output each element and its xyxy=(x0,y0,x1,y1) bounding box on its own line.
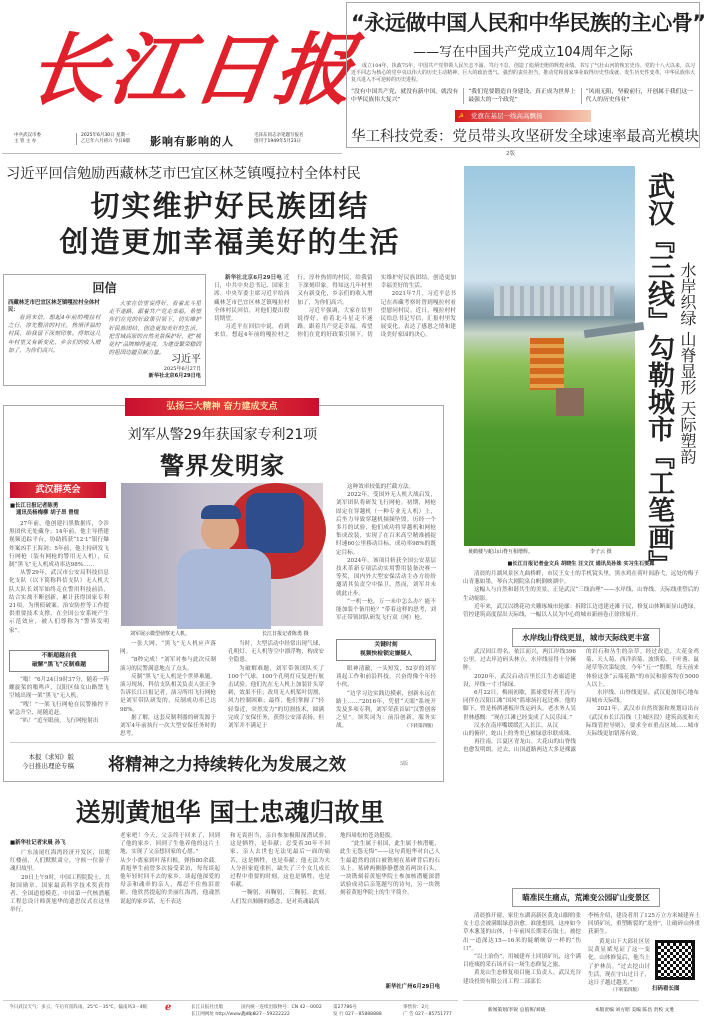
party-emblem-icon: ☭ xyxy=(458,112,464,120)
subheading: 水岸线山脊线更显，城市天际线更丰富 xyxy=(512,628,660,647)
logo-icon: ℯ xyxy=(165,1002,172,1013)
byline: ■长江日报记者金文兵 胡晓生 汪文汉 通讯员孙姝 实习生石雯露 xyxy=(507,561,655,567)
quote: “风雨无阻，坚毅前行，开创属于我们这一代人的历史伟业” xyxy=(585,89,693,103)
masthead-reg: 毛泽东同志亲笔题写报名 创刊于1949年5月23日 xyxy=(254,133,304,144)
wuhan-sub2-body3: 黄龙山下大邱社区居民黄显斌见证了这一变化。山体修复后，他当上了护林员。“过去挖山讨生活，现在守山过日子，这日子越过越美。” xyxy=(588,939,650,987)
footer: 今日武汉天气：多云，午后有雷阵雨，25℃－35℃，偏南风3－4级 ℯ 长江日报社出版 长江网网址 http://www.cjn.cn 国内统一连续出版物号：CN 42－0002 热 线 027－59222222 第27786号 发 行 027－85888888 零售价：2元 广 告 027－85751777 xyxy=(3,1000,458,1004)
continued: （下转第四版） xyxy=(404,724,436,729)
quote: “我们党要锻造自身建设，真正成为世界上最强大的一个政党” xyxy=(468,88,581,104)
letter-date: 2025年6月27日 xyxy=(163,366,201,372)
photo-credit: 长江日报记者陈勇 摄 xyxy=(262,631,309,637)
dateline: 新华社广州6月29日电 xyxy=(385,984,440,990)
feature-lead: 成立104年，执政75年，中国共产党带领人民矢志不渝、笃行不怠，创造了彪炳史册的辉煌业绩，书写了气壮山河的恢宏史诗。党的十八大以来，以习近平同志为核心的党中央以伟大的历史主动精神、巨大的政治勇气、强烈的责任担当，推动党和国家事业取得历史性成就、发生历史性变革，中华民族伟大复兴进入不可逆转的历史进程。 xyxy=(351,63,695,83)
masthead-org: 中共武汉市委 主 管 主 办 xyxy=(14,133,41,144)
letter-signature: 习近平 xyxy=(171,354,201,365)
police-col1: 27年前，他创建扫黑数据库，令涉黑团伙无处藏身；14年前，他主导搭建视频追踪平台，协助抓获“12·1”银行爆炸案凶手王海剑；5年前，他主持研发飞行网枪（装有网枪的警用无人机），反制“黑飞”无人机成功率达98%…… 从警29年，武汉市公安局科技信息化支队（以下简称科信支队）无人机大队大队长刘军始终走在警用科技前沿，结合实战不断创新，累计获得国家专利21项，为刑侦破案、治安防控等工作提供重要技术支撑，在全国公安系统产生示范效应，被人们尊称为“警界发明家”。 不断超越自我 破解“黑飞”反制难题 “嗡！”6月24日9时37分，随着一阵螺旋桨的嗡鸣声，汉阳区仙女山路禁飞空域出现一架“黑飞”无人机。 “嗖！”一架飞行网枪在民警操控下紧急升空，尾随追赶。 “叭！”追至眼前，飞行网枪射出 xyxy=(9,521,109,725)
weather: 今日武汉天气：多云，午后有雷阵雨，25℃－35℃，偏南风3－4级 xyxy=(9,1005,148,1010)
subheading: 瞄准民生痛点，荒滩变公园矿山变景区 xyxy=(512,888,660,907)
letter-box xyxy=(3,274,206,386)
lead-body: 新华社北京6月29日电 近日，中共中央总书记、国家主席、中央军委主席习近平给西藏林芝市巴宜区林芝镇嘎拉村全体村民回信，对他们提出殷切期望。 习近平在回信中说，看到来信，想起4年前的嘎拉村之行，淳朴热情的村民，给我留下深刻印象。得知这几年村里又有新变化，乡亲们的收入增加了，为你们高兴。 习近平强调，大家在信里说得好，看着北斗星走不迷路，跟着共产党走幸福。希望你们在党的好政策引领下，切实维护好民族团结，创造更加幸福美好的生活。 2021年7月，习近平总书记在西藏考察时曾到嘎拉村看望慰问村民。近日，嘎拉村村民给总书记写信，汇报村里发展变化，表达了感恩之情和建设美好家园的决心。 xyxy=(214,275,456,339)
photo-caption: 黄鹤楼与蛇山山脊互相增辉。 xyxy=(468,549,534,555)
letter-title: 回信 xyxy=(92,281,117,295)
page-ref: 5版 xyxy=(400,761,409,767)
huang-headline: 送别黄旭华 国士忠魂归故里 xyxy=(75,798,385,827)
wuhan-sub2-body: 清晨推开窗，家住东湖高新区黄龙山脚的张女士总会被满眼绿意治愈。谁能想到，这座如今草木葱茏的山体，十年前因长期采石取土，被挖出一道深达15—16米的陡峭峡谷一样的“伤口”。 “以土治伤”，用城建弃土回填矿坑，这个满目疮痍的采石场开启一场生态修复之旅。 黄龙山生态修复项目施工负责人、武汉光谷建设投资有限公司工程二部部长 xyxy=(463,913,581,985)
police-col3: 当时，大型活动中经常出现气球、孔明灯、无人机等空中漂浮物，构成安全隐患。 为破解难题，刘军带领团队买了100个气球、100个孔明灯反复进行航击试验。他们先在无人机上加装针头穿刺，效果不佳；改用无人机桨叶切割，风力控制困难；最终，他们掌握了“轻轻靠近，突然发力”的切割技术，圆满完成了安保任务，获得公安部表扬。但刘军并不满足于 xyxy=(228,641,324,730)
huang-col1: ■新华社记者宋晨 孙飞 广东汕尾红海湾经济开发区，田墘红楼前，人们默默肃立，守候一位游子魂归故里。 29日上午9时，中国工程院院士、共和国勋章、国家最高科学技术奖获得者、全国道德模范、中国第一代核潜艇工程总设计师黄旭华的遗思仪式在这里举行。 xyxy=(10,840,110,914)
page-ref: 2版 xyxy=(503,149,518,157)
police-photo xyxy=(121,483,323,626)
qr-label: 扫码看长图 xyxy=(652,986,680,992)
top-feature xyxy=(346,2,706,148)
party-banner: ☭ 党旗在基层一线高高飘扬 xyxy=(455,110,591,122)
wuhan-photo xyxy=(464,166,635,546)
wuhan-headline: 武汉『三线』勾勒城市『工笔画』 xyxy=(643,172,674,577)
wuhan-sub2-body2: 李杨介绍，建设者用了125万立方米城建弃土回填矿坑，重塑断裂的“龙骨”，让破碎山体重获新生。 xyxy=(588,913,701,936)
column-label: 武汉群英会 xyxy=(10,482,106,498)
section-banner: 弘扬三大精神 奋力建成支点 xyxy=(125,398,319,416)
editors: 新闻策划/李锐 总值班/刘晓 本版责编 刘方昭 美编 陈昌 责校 文胜 xyxy=(463,1000,699,1013)
byline: ■长江日报记者陈勇 通讯员杨梅柳 胡子昂 曾煜 xyxy=(10,503,80,516)
subheading: 不断超越自我 破解“黑飞”反制难题 xyxy=(9,650,109,672)
divider xyxy=(2,153,342,154)
huang-col4: 地四周松柏苍劲挺拔。 “此生属于祖国，此生属于核潜艇，此生无怨无悔”——这句黄旭华对自己人生最超然的剖白被镌刻在墓碑背后的石头上。墓碑两侧静静摆放着两块石头，一块镌刻着黄旭华院士参加核潜艇深潜试验成功后亲笔题写的诗句，另一块镌刻着黄旭华院士的生平简介。 新华社广州6月29日电 xyxy=(340,833,440,990)
police-col2: 一张大网，“黑飞”无人机应声落网。 “8秒完成！”刘军对参与此次反制演习的民警满意地点了点头。 反制“黑飞”无人机是个世界难题。演习现场，科信支队相关负责人张正争告诉长江日报记者，演习所用飞行网枪是刘军带队研发的，反制成功率已达98%。 据了解，这套反制利器的研发源于刘军4年前执行一次大型安保任务时的思考。 xyxy=(120,641,216,738)
letter-salutation: 西藏林芝市巴宜区林芝镇嘎拉村全体村民： xyxy=(8,300,100,313)
police-headline: 警界发明家 xyxy=(160,452,285,480)
divider xyxy=(10,742,436,743)
continued: （下转第四版） xyxy=(610,988,642,993)
wuhan-lead: 清晨的月湖风景区九曲桥畔，市民王女士的手机镜头里，黑水鸡在荷叶间游弋，远处的梅子山青葱如墨，琴台大剧院泉白帆倒映湖中。 这幅人与自然和谐共生的美景，正是武汉“三线治理”——水岸线、山脊线、天际线重塑后的生动缩影。 近年来，武汉以绣花功夫雕琢城市轮廓：拆除江边违建还滩于民，修复山体断面显山透绿，管控建筑高度留出天际线，一幅以人民为中心的城市新画卷正徐徐展开。 xyxy=(463,571,699,619)
letter-source: 新华社北京6月29日电 xyxy=(148,373,201,379)
byline: ■新华社记者宋晨 孙飞 xyxy=(10,840,66,846)
feature-quotes xyxy=(351,88,695,104)
feature-subtitle: ——写在中国共产党成立104周年之际 xyxy=(413,45,633,60)
wuhan-sub1-body: 武汉因江得名、依江而兴，两江岸线396公里。过去岸边码头林立，水岸线显得十分臃肿。 2020年，武汉启动百里长江生态廊道建设，岸线一寸寸绿绿。 6月22日，梅雨初歇，篮球爱好者王涛与同伴在汉阳江滩“国风”篮球场打起比赛。他的脚下，曾是杨泗港板岸货运码头。老水务人吴世林感慨：“现在江滩已经变成了人民乐园。” 汉水在南岸嘴缓缓汇入长江。从汉 山的俯岸，蛇山上的秀美已被绿意串联成珠。 再往南，江夏区青龙山、大花山的山脊线也愈发明朗。过去，山顶道路两边大多是裸露的岩石和丛生的杂草。经过改造，大花金鸡菊、天人菊、西洋滨菊、波斯菊、千叶蓍、鼠尾草等次第绽放。今年“五一”假期，每天前来体验这条“云端花路”的市民和游客均在5000人以上。 水岸线、山脊线更显，武汉更加用心地布局城市天际线。 2021年，武汉市自然资源和规划局出台《武汉市长江沿线（主城区段）建筑高度和天际线管控导则》，要求全市重点区域……城市天际线更加错落有致。 xyxy=(463,649,699,754)
theory-label: 本报《求知》版 今日推出理论专稿 xyxy=(22,753,74,770)
feature-story-link[interactable]: 华工科技党委：党员带头攻坚研发全球速率最高光模块 xyxy=(351,129,699,145)
lead-kicker: 习近平回信勉励西藏林芝市巴宜区林芝镇嘎拉村全体村民 xyxy=(6,166,361,182)
qr-code-icon[interactable] xyxy=(655,940,695,980)
police-kicker: 刘军从警29年获国家专利21项 xyxy=(127,427,318,443)
subheading: 关键时刻 视频快检锁定嫌疑人 xyxy=(336,639,436,661)
huang-col2: 老家吧！今天，父亲终于回来了，回到了他的家乡，回到了生他养他的这片土地，实现了父亲想回家的心愿。” 从少小离家到叶落归根，弹指80余载。黄旭华生前曾多次接受采访，每每谈起他年轻时回不去的家乡，谈起他深爱的母亲和魂牵的亲人，都忍不住热泪盈眶。他欣然提起的美丽红海湾，他魂然说起的家乡话，无不表达 xyxy=(120,833,220,905)
masthead-slogan: 影响有影响的人 xyxy=(150,135,234,148)
letter-text: 看到来信，想起4年前的嘎拉村之行，淳先整洁的村庄，热情洋溢的村民，给我留下深刻印象。得知这几年村里又有新变化，乡亲们的收入增加了，为你们高兴。 xyxy=(8,315,101,354)
theory-headline[interactable]: 将精神之力持续转化为发展之效 xyxy=(108,755,346,775)
letter-text: 大家在信里说得好，看着北斗星走不迷路，跟着共产党走幸福。希望你们在党的好政策引领下，切实维护好民族团结，创造更加美好的生活，把雪域高原的自然美景保护好，把“桃花村”品牌擦得更亮，为建设繁荣稳固的祖国边疆贡献力量。 xyxy=(108,301,201,357)
masthead-logo: 长江日报 xyxy=(22,25,364,116)
photo-credit: 李子云 摄 xyxy=(590,549,612,555)
photo-caption: 刘军展示微型侦察无人机。 xyxy=(130,631,191,637)
huang-col3: 和无畏担当，亲自参加极限深潜试验，这是牺牲，是奉献；忍受着30年不回家，亲人去世也无法见最后一面的痛苦，这是牺牲，也是奉献；他无法为夫人分担家庭重担，缺失了三个女儿成长过程中重要的时刻，这也是牺牲，也是奉献。 一鞠躬，再鞠躬，三鞠躬。此刻，人们发自肺腑的感念，是对英魂最高 xyxy=(230,833,330,905)
police-col4: 这种效率较低的拦截方法。 2022年，受国外无人机大战启发，刘军团队将研发飞行网枪。初期，网枪固定在穿越机（一种专业无人机）上，后坐力导致穿越机频频坠毁。历经一个多月的试验，他们成功将穿越机和网枪集成改装，实现了在百米高空精准捕捉时速60公里移动目标，成功率98%的既定目标。 2024年，该项目斩获全国公安基层技术革新专项活动实用警用装备决赛一等奖，国内外大型安保活动主办方纷纷邀请其负责空中保卫。然而，刘军并未就此止步。 “一机一枪，万一未中怎么办？能不能加装个备用枪？”带着这样的思考，刘军正带领团队研发飞行双（网）枪。 关键时刻 视频快检锁定嫌疑人 眼神清澈，一头短发，52岁的刘军谈起工作和前沿科技，兴奋得像个年轻小伙。 “边学习边实践边摸索，创新永远在路上……”2016年，凭借“天眼”系统开发及多项专利，刘军荣获首届“汉警创客之星”。领奖词为：前沿创新，服务实战。 （下转第四版） xyxy=(336,484,436,730)
quote: “没有中国共产党，就没有新中国，就没有中华民族伟大复兴” xyxy=(351,88,464,104)
lead-headline: 切实维护好民族团结 创造更加幸福美好的生活 xyxy=(59,189,401,259)
masthead-date: 2025年6月30日 星期一 乙巳年六月初六 今日8版 xyxy=(76,133,130,145)
feature-headline: “永远做中国人民和中华民族的主心骨” xyxy=(351,11,706,35)
wuhan-subheadline: 水岸织绿 山脊显形 天际塑韵 xyxy=(678,262,697,465)
